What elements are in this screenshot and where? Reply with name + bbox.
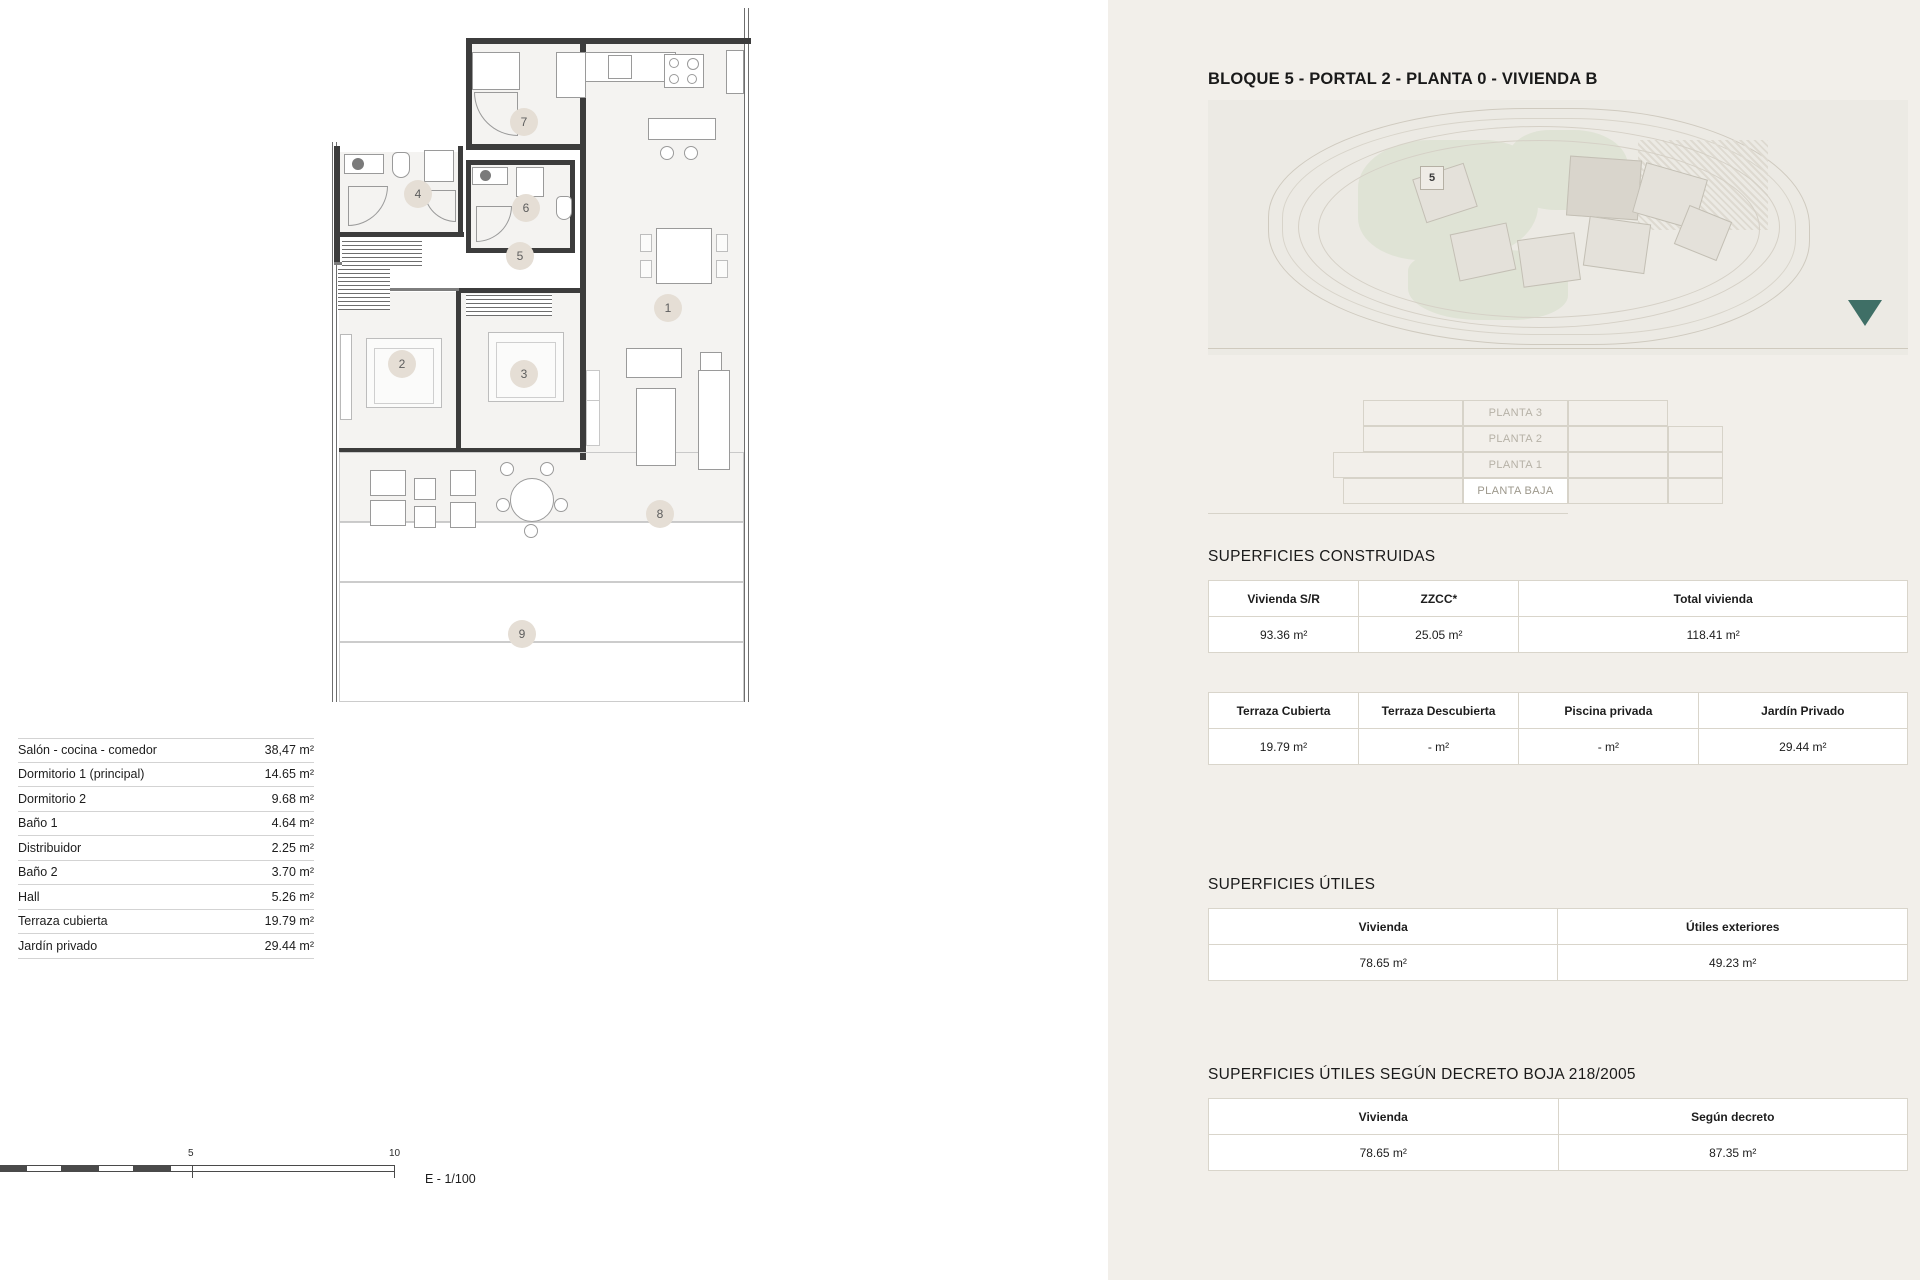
garden-line-3 — [339, 642, 744, 702]
plan-wall-top — [466, 38, 751, 44]
legend-row — [18, 861, 314, 886]
kitchen-column — [726, 50, 744, 94]
th-zzcc: ZZCC* — [1359, 581, 1519, 617]
room-marker-1: 1 — [654, 294, 682, 322]
floor-row-active[interactable] — [1343, 478, 1723, 504]
th-total-vivienda: Total vivienda — [1519, 581, 1908, 617]
th-jardin-privado: Jardín Privado — [1698, 693, 1907, 729]
terrace-lounger-1 — [370, 470, 406, 496]
room-marker-3: 3 — [510, 360, 538, 388]
legend-room-area: 29.44 m² — [264, 938, 314, 953]
legend-room-area: 4.64 m² — [271, 816, 314, 831]
entry-stair-hatch — [338, 266, 390, 310]
page-title: BLOQUE 5 - PORTAL 2 - PLANTA 0 - VIVIENDA B — [1208, 70, 1598, 88]
th-piscina-privada: Piscina privada — [1519, 693, 1699, 729]
hob-burner-3 — [669, 74, 679, 84]
dining-table — [656, 228, 712, 284]
floor-cell — [1363, 400, 1463, 426]
legend-room-name: Salón - cocina - comedor — [18, 743, 157, 758]
section-title-construidas: SUPERFICIES CONSTRUIDAS — [1208, 548, 1436, 565]
table-header-row — [1209, 1099, 1908, 1135]
th-utiles-vivienda: Vivienda — [1209, 909, 1558, 945]
site-location-map — [1208, 100, 1908, 355]
floor-row[interactable] — [1333, 452, 1723, 478]
table-utiles — [1208, 908, 1908, 981]
hob-burner-1 — [669, 58, 679, 68]
sitemap-baseline — [1208, 348, 1908, 349]
legend-room-area: 5.26 m² — [271, 889, 314, 904]
site-block-marker: 5 — [1420, 166, 1444, 190]
sofa-secondary — [698, 370, 730, 470]
room-area-legend — [18, 738, 314, 959]
scale-tick-label-10: 10 — [389, 1148, 401, 1159]
legend-row — [18, 738, 314, 763]
floor-cell — [1363, 426, 1463, 452]
floor-label-active: PLANTA BAJA — [1463, 478, 1568, 504]
th-terraza-descubierta: Terraza Descubierta — [1358, 693, 1518, 729]
kitchen-fridge — [556, 52, 586, 98]
floor-label: PLANTA 3 — [1463, 400, 1568, 426]
legend-room-area: 9.68 m² — [271, 791, 314, 806]
plan-wall-hall-left — [334, 146, 340, 264]
bath1-wc — [392, 152, 410, 178]
terrace-round-chair-3 — [496, 498, 510, 512]
legend-room-name: Distribuidor — [18, 840, 82, 855]
table-construidas-vivienda — [1208, 580, 1908, 653]
floor-cell — [1333, 452, 1463, 478]
site-building — [1517, 232, 1581, 288]
td-terraza-cubierta: 19.79 m² — [1209, 729, 1359, 765]
room-marker-9: 9 — [508, 620, 536, 648]
dining-chair-1 — [640, 234, 652, 252]
plan-wall-kitchen-bottom — [466, 144, 586, 150]
legend-room-area: 3.70 m² — [271, 865, 314, 880]
legend-row — [18, 836, 314, 861]
td-vivienda-sr: 93.36 m² — [1209, 617, 1359, 653]
scale-tick-mid — [192, 1165, 193, 1178]
td-utiles-vivienda: 78.65 m² — [1209, 945, 1558, 981]
terrace-round-table — [510, 478, 554, 522]
room-marker-7: 7 — [510, 108, 538, 136]
table-decreto — [1208, 1098, 1908, 1171]
legend-room-name: Baño 1 — [18, 816, 58, 831]
terrace-lounger-2 — [370, 500, 406, 526]
td-zzcc: 25.05 m² — [1359, 617, 1519, 653]
scale-seg — [26, 1165, 62, 1172]
floor-label: PLANTA 1 — [1463, 452, 1568, 478]
scale-ratio-label: E - 1/100 — [425, 1172, 476, 1186]
terrace-chair-1 — [450, 470, 476, 496]
floor-cell — [1668, 478, 1723, 504]
site-building — [1566, 156, 1642, 221]
legend-row — [18, 910, 314, 935]
terrace-chair-2 — [450, 502, 476, 528]
legend-room-area: 38,47 m² — [264, 743, 314, 758]
hob-burner-4 — [687, 74, 697, 84]
garden-line-2 — [339, 582, 744, 642]
terrace-round-chair-5 — [524, 524, 538, 538]
island-stool-1 — [660, 146, 674, 160]
bath1-shower — [424, 150, 454, 182]
kitchen-counter-top — [472, 52, 520, 90]
plan-wall-bath1-right — [458, 146, 463, 236]
scale-tick-label-5: 5 — [188, 1148, 194, 1159]
legend-room-area: 19.79 m² — [264, 914, 314, 929]
scale-seg — [0, 1165, 26, 1172]
th-vivienda-sr: Vivienda S/R — [1209, 581, 1359, 617]
site-building — [1583, 216, 1651, 274]
bath2-basin — [480, 170, 491, 181]
scale-seg — [98, 1165, 134, 1172]
table-construidas-exteriores — [1208, 692, 1908, 765]
th-decreto-vivienda: Vivienda — [1209, 1099, 1559, 1135]
terrace-round-chair-2 — [540, 462, 554, 476]
plan-wall-bedrooms-top — [456, 288, 586, 293]
room-marker-8: 8 — [646, 500, 674, 528]
floor-cell — [1668, 426, 1723, 452]
terrace-table-small-2 — [414, 506, 436, 528]
legend-row — [18, 787, 314, 812]
room-marker-2: 2 — [388, 350, 416, 378]
scale-tick-end — [394, 1165, 395, 1178]
td-decreto-segun: 87.35 m² — [1558, 1135, 1908, 1171]
legend-row — [18, 885, 314, 910]
room-marker-6: 6 — [512, 194, 540, 222]
scale-seg — [170, 1165, 395, 1172]
bath1-basin — [352, 158, 364, 170]
floor-label: PLANTA 2 — [1463, 426, 1568, 452]
td-terraza-descubierta: - m² — [1358, 729, 1518, 765]
td-decreto-vivienda: 78.65 m² — [1209, 1135, 1559, 1171]
legend-room-name: Dormitorio 2 — [18, 791, 87, 806]
room-marker-4: 4 — [404, 180, 432, 208]
legend-room-name: Jardín privado — [18, 938, 98, 953]
bath1-vanity — [344, 154, 384, 174]
dining-chair-4 — [716, 260, 728, 278]
floor-row[interactable] — [1363, 400, 1668, 426]
dining-chair-2 — [640, 260, 652, 278]
dining-chair-3 — [716, 234, 728, 252]
floor-cell — [1343, 478, 1463, 504]
table-header-row — [1209, 693, 1908, 729]
legend-room-area: 2.25 m² — [271, 840, 314, 855]
room-marker-5: 5 — [506, 242, 534, 270]
th-utiles-exteriores: Útiles exteriores — [1558, 909, 1908, 945]
wardrobe-1-hatch — [342, 240, 422, 266]
td-piscina-privada: - m² — [1519, 729, 1699, 765]
scale-seg — [134, 1165, 170, 1172]
td-utiles-exteriores: 49.23 m² — [1558, 945, 1908, 981]
table-row — [1209, 729, 1908, 765]
section-title-utiles: SUPERFICIES ÚTILES — [1208, 876, 1376, 893]
bedroom1-closet — [340, 334, 352, 420]
terrace-round-chair-1 — [500, 462, 514, 476]
plan-wall-bath1-bottom — [334, 232, 464, 237]
floor-row[interactable] — [1363, 426, 1723, 452]
floors-baseline — [1208, 513, 1568, 514]
sofa-main — [636, 388, 676, 466]
table-header-row — [1209, 581, 1908, 617]
th-decreto-segun: Según decreto — [1558, 1099, 1908, 1135]
floor-cell — [1568, 426, 1668, 452]
th-terraza-cubierta: Terraza Cubierta — [1209, 693, 1359, 729]
plan-wall-bedroom-divider — [456, 288, 461, 452]
wardrobe-2-hatch — [466, 294, 552, 316]
floor-cell — [1668, 452, 1723, 478]
scale-seg — [62, 1165, 98, 1172]
kitchen-island — [648, 118, 716, 140]
bath2-wc — [556, 196, 572, 220]
floor-cell — [1568, 400, 1668, 426]
sideboard — [626, 348, 682, 378]
garden-line-1 — [339, 522, 744, 582]
legend-row — [18, 934, 314, 959]
legend-row — [18, 812, 314, 837]
floor-stack-diagram — [1208, 400, 1908, 525]
table-row — [1209, 1135, 1908, 1171]
table-row — [1209, 945, 1908, 981]
legend-room-name: Baño 2 — [18, 865, 58, 880]
info-panel — [1108, 0, 1920, 1280]
plan-wall-right-hatched — [744, 8, 751, 702]
terrace-table-small-1 — [414, 478, 436, 500]
plan-wall-bath2-left — [466, 160, 471, 252]
table-row — [1209, 617, 1908, 653]
plan-wall-bath2-top — [466, 160, 575, 165]
section-title-decreto: SUPERFICIES ÚTILES SEGÚN DECRETO BOJA 218/2005 — [1208, 1066, 1636, 1083]
terrace-round-chair-4 — [554, 498, 568, 512]
legend-room-area: 14.65 m² — [264, 767, 314, 782]
kitchen-sink — [608, 55, 632, 79]
td-total-vivienda: 118.41 m² — [1519, 617, 1908, 653]
bath2-shower — [516, 167, 544, 197]
north-arrow-icon — [1848, 300, 1882, 326]
hob-burner-2 — [687, 58, 699, 70]
legend-room-name: Dormitorio 1 (principal) — [18, 767, 145, 782]
legend-row — [18, 763, 314, 788]
legend-room-name: Terraza cubierta — [18, 914, 108, 929]
floor-cell — [1568, 478, 1668, 504]
floor-cell — [1568, 452, 1668, 478]
island-stool-2 — [684, 146, 698, 160]
table-header-row — [1209, 909, 1908, 945]
legend-room-name: Hall — [18, 889, 40, 904]
bedroom2-window-bay — [586, 400, 600, 446]
td-jardin-privado: 29.44 m² — [1698, 729, 1907, 765]
